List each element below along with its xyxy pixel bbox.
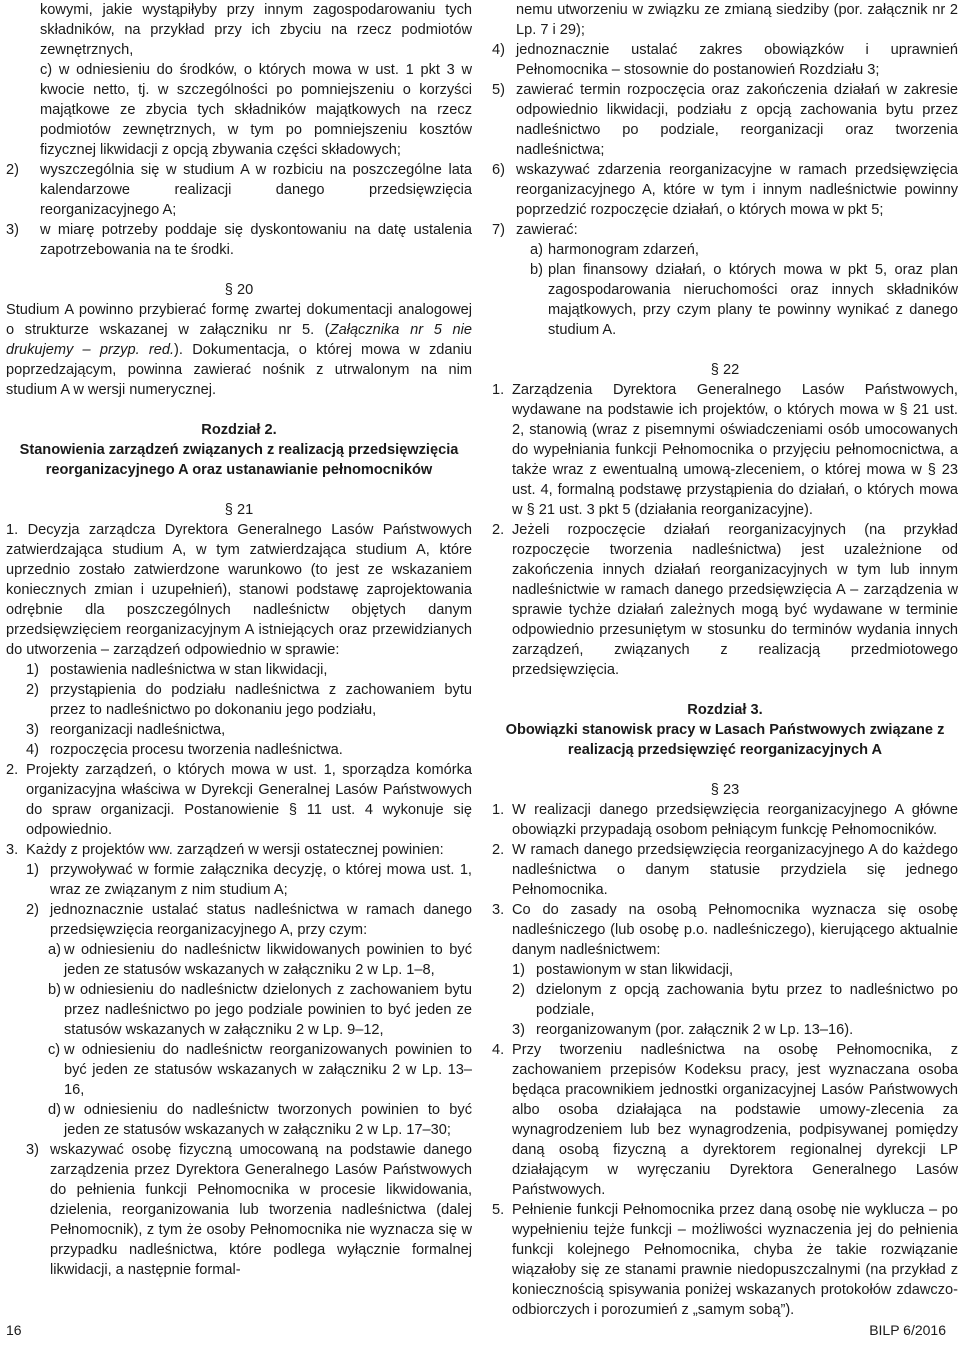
sub-item xyxy=(492,260,958,340)
item-number: 3) xyxy=(512,1022,525,1038)
para-text: Projekty zarządzeń, o których mowa w ust. 1, sporządza komórka organizacyjna właściwa w Dyrekcji Generalnej Lasów Państwowych do spraw organizacji. Postanowienie § 11 ust. 4 wykonuje się odpowiednio. xyxy=(26,762,472,838)
item-text: przystąpienia do podziału nadleśnictwa z zachowaniem bytu przez to nadleśnictwo po dokonaniu jego podziału, xyxy=(50,682,472,718)
item-number: 2) xyxy=(26,682,39,698)
sub-item-text: w odniesieniu do nadleśnictw likwidowanych powinien to być jeden ze statusów wskazanych w załączniku 2 w Lp. 1–8, xyxy=(64,942,472,978)
sub-item-text: harmonogram zdarzeń, xyxy=(548,242,699,258)
list-item xyxy=(492,40,958,80)
para-number: 2. xyxy=(6,762,19,778)
item-text: zawierać termin rozpoczęcia oraz zakończenia działań w zakresie odpowiednio likwidacji, podziału z opcją zachowania bytu przez nadleśnictwo po podziale, reorganizacji oraz tworzenia nadleśnictwa; xyxy=(516,82,958,158)
chapter-3-title: Obowiązki stanowisk pracy w Lasach Państwowych związane z realizacją przedsięwzięć reorganizacyjnych A xyxy=(505,722,945,758)
intro-sub-c-text: c) w odniesieniu do środków, o których mowa w ust. 1 pkt 3 w kwocie netto, tj. w szczególności po pomniejszeniu o korzyści majątkowe ze zbycia tych składników majątkowych na rzecz podmiotów zewnętrznych, w tym po pomniejszeniu kosztów fizycznej likwidacji z opcją zbywania części składowych; xyxy=(40,62,472,158)
para-number: 4. xyxy=(492,1042,505,1058)
para-text: Każdy z projektów ww. zarządzeń w wersji ostatecznej powinien: xyxy=(26,842,444,858)
para-number: 3. xyxy=(492,902,505,918)
section-20-text xyxy=(6,300,472,400)
sub-item-text: w odniesieniu do nadleśnictw reorganizowanych powinien to być jeden ze statusów wskazanych w załączniku 2 w Lp. 13–16, xyxy=(64,1042,472,1098)
list-item xyxy=(6,220,472,260)
item-number: 7) xyxy=(492,222,505,238)
item-text: w miarę potrzeby poddaje się dyskontowaniu na datę ustalenia zapotrzebowania na te środki. xyxy=(40,222,472,258)
list-item xyxy=(492,1020,958,1040)
item-number: 2) xyxy=(512,982,525,998)
item-number: 4) xyxy=(492,42,505,58)
s20-italic: Załącznika nr 5 nie drukujemy – przyp. red. xyxy=(6,322,472,358)
para-text: Zarządzenia Dyrektora Generalnego Lasów Państwowych, wydawane na podstawie ich projektów, o których mowa w § 21 ust. 2, stanowią (wraz z pisemnymi oświadczeniami osób umocowanych do wypełniania funkcji Pełnomocnika o przyjęciu pełnomocnictwa, a także wraz z ewentualną umową-zleceniem, o której mowa w § 23 ust. 4, formalną podstawę przystąpienia do działań, o których mowa w § 21 ust. 3 pkt 5 (działania reorganizacyjne). xyxy=(512,382,958,518)
sub-item xyxy=(6,980,472,1040)
numbered-paragraph xyxy=(492,520,958,680)
item-number: 5) xyxy=(492,82,505,98)
item-text: rozpoczęcia procesu tworzenia nadleśnictwa. xyxy=(50,742,343,758)
para-text: W ramach danego przedsięwzięcia reorganizacyjnego A do każdego nadleśnictwa o danym statusie przydziela się jednego Pełnomocnika. xyxy=(512,842,958,898)
para-number: 1. xyxy=(492,802,505,818)
list-item xyxy=(492,220,958,240)
section-21-para-1: 1. Decyzja zarządcza Dyrektora Generalnego Lasów Państwowych zatwierdzająca studium A, w tym zatwierdzająca studium A, które uprzednio zostało zatwierdzone warunkowo (to jest ze wskazaniem koniecznych zmian i uzupełnień), stanowi podstawę zaprojektowania odrębnie dla poszczególnych nadleśnictw objętych danym przedsięwzięciem reorganizacyjnym A istniejących oraz przewidzianych do utworzenia – zarządzeń odpowiednio w sprawie: xyxy=(6,522,472,658)
sub-item xyxy=(6,1100,472,1140)
item-text: wskazywać osobę fizyczną umocowaną na podstawie danego zarządzenia przez Dyrektora Generalnego Lasów Państwowych do pełnienia funkcji Pełnomocnika w procesie likwidowania, dzielenia, reorganizowania lub tworzenia nadleśnictwa (dalej Pełnomocnik), z tym że osoby Pełnomocnika nie wyznacza się w przypadku nadleśnictwa, które podlega wyłącznie formalnej likwidacji, a następnie formal- xyxy=(50,1142,472,1278)
item-number: 6) xyxy=(492,162,505,178)
sub-item-letter: a) xyxy=(48,942,61,958)
item-number: 4) xyxy=(26,742,39,758)
right-column xyxy=(492,0,958,1320)
numbered-paragraph xyxy=(492,800,958,840)
item-text: postawionym w stan likwidacji, xyxy=(536,962,734,978)
list-item xyxy=(6,740,472,760)
item-3-continuation: nemu utworzeniu w związku ze zmianą siedziby (por. załącznik nr 2 Lp. 7 i 29); xyxy=(516,2,958,38)
journal-issue: BILP 6/2016 xyxy=(869,1322,946,1338)
item-text: jednoznacznie ustalać status nadleśnictwa w ramach danego przedsięwzięcia reorganizacyjnego A, przy czym: xyxy=(50,902,472,938)
item-number: 2) xyxy=(26,902,39,918)
item-number: 1) xyxy=(26,862,39,878)
para-text: W realizacji danego przedsięwzięcia reorganizacyjnego A główne obowiązki przypadają osobom pełniącym funkcję Pełnomocników. xyxy=(512,802,958,838)
sub-item-letter: c) xyxy=(48,1042,61,1058)
para-text: Pełnienie funkcji Pełnomocnika przez daną osobę nie wyklucza – po wypełnieniu tejże funkcji – możliwości wyznaczenia jej do pełnienia funkcji kolejnego Pełnomocnika, chyba że takie rozwiązanie wiązałoby się ze stanami prawnie niedopuszczalnymi (na przykład z koniecznością spisywania poniżej wskazanych protokołów zdawczo-odbiorczych i porozumień z „samym sobą”). xyxy=(512,1202,958,1318)
section-20-title: § 20 xyxy=(224,282,254,298)
item-text: postawienia nadleśnictwa w stan likwidacji, xyxy=(50,662,328,678)
numbered-paragraph xyxy=(492,840,958,900)
intro-sub-c xyxy=(6,60,472,160)
numbered-paragraph xyxy=(492,1040,958,1200)
sub-item xyxy=(6,940,472,980)
para-number: 2. xyxy=(492,842,505,858)
item-number: 1) xyxy=(512,962,525,978)
list-item xyxy=(6,160,472,220)
left-column xyxy=(6,0,472,1280)
item-number: 3) xyxy=(26,1142,39,1158)
sub-item-letter: b) xyxy=(48,982,61,998)
list-item xyxy=(492,980,958,1020)
intro-continuation: kowymi, jakie wystąpiłyby przy innym zagospodarowaniu tych składników, na przykład przy ich zbyciu na rzecz podmiotów zewnętrznych, xyxy=(40,2,472,58)
item-text: reorganizacji nadleśnictwa, xyxy=(50,722,226,738)
sub-item-text: w odniesieniu do nadleśnictw dzielonych z zachowaniem bytu przez nadleśnictwo po jego podziale powinien to być jeden ze statusów wskazanych w załączniku 2 w Lp. 9–12, xyxy=(64,982,472,1038)
para-number: 5. xyxy=(492,1202,505,1218)
page-number: 16 xyxy=(6,1322,22,1338)
list-item xyxy=(6,860,472,900)
sub-item xyxy=(6,1040,472,1100)
section-21-para-2 xyxy=(6,760,472,840)
section-21-title: § 21 xyxy=(224,502,254,518)
para-text: Przy tworzeniu nadleśnictwa na osobę Pełnomocnika, z zachowaniem przepisów Kodeksu pracy, jest wyznaczana osoba będąca pracownikiem jednostki organizacyjnej Lasów Państwowych albo osoba działająca na podstawie umowy-zlecenia za wynagrodzeniem lub bez wynagrodzenia, podpisywanej pomiędzy daną osobą fizyczną a dyrektorem regionalnej dyrekcji LP działającym w wyręczaniu Dyrektora Generalnego Lasów Państwowych. xyxy=(512,1042,958,1198)
numbered-paragraph xyxy=(492,900,958,960)
numbered-paragraph xyxy=(492,1200,958,1320)
sub-item-text: w odniesieniu do nadleśnictw tworzonych powinien to być jeden ze statusów wskazanych w załączniku 2 w Lp. 17–30; xyxy=(64,1102,472,1138)
para-number: 1. xyxy=(492,382,505,398)
list-item xyxy=(492,960,958,980)
section-21-para-3 xyxy=(6,840,472,860)
para-text: Co do zasady na osobą Pełnomocnika wyznacza się osobę nadleśniczego (lub osobę p.o. nadleśniczego), kierującego aktualnie danym nadleśnictwem: xyxy=(512,902,958,958)
item-text: jednoznacznie ustalać zakres obowiązków i uprawnień Pełnomocnika – stosownie do postanowień Rozdziału 3; xyxy=(516,42,958,78)
chapter-3-label: Rozdział 3. xyxy=(687,702,763,718)
item-text: wskazywać zdarzenia reorganizacyjne w ramach przedsięwzięcia reorganizacyjnego A, które w tym i innym nadleśnictwie powinny poprzedzić rozpoczęcie działań, o których mowa w pkt 5; xyxy=(516,162,958,218)
item-text: dzielonym z opcją zachowania bytu przez to nadleśnictwo po podziale, xyxy=(536,982,958,1018)
list-item xyxy=(6,1140,472,1280)
s20-text-1: Studium A powinno przybierać formę zwartej dokumentacji analogowej o strukturze wskazanej w załączniku nr 5. ( xyxy=(6,302,472,338)
list-item xyxy=(6,900,472,940)
para-number: 2. xyxy=(492,522,505,538)
section-22-title: § 22 xyxy=(710,362,740,378)
item-number: 3) xyxy=(6,222,19,238)
item-text: przywoływać w formie załącznika decyzję, o której mowa ust. 1, wraz ze związanym z nim studium A; xyxy=(50,862,472,898)
numbered-paragraph xyxy=(492,380,958,520)
sub-item-text: plan finansowy działań, o których mowa w pkt 5, oraz plan zagospodarowania nieruchomości oraz innych składników majątkowych, przy czym plany te powinny wynikać z danego studium A. xyxy=(548,262,958,338)
item-number: 1) xyxy=(26,662,39,678)
list-item xyxy=(6,720,472,740)
section-23-title: § 23 xyxy=(710,782,740,798)
list-item xyxy=(6,680,472,720)
list-item xyxy=(492,160,958,220)
sub-item xyxy=(492,240,958,260)
item-text: zawierać: xyxy=(516,222,578,238)
item-number: 3) xyxy=(26,722,39,738)
item-number: 2) xyxy=(6,162,19,178)
item-text: reorganizowanym (por. załącznik 2 w Lp. 13–16). xyxy=(536,1022,854,1038)
s20-text-2: ). Dokumentacja, o której mowa w zdaniu poprzedzającym, powinna zawierać nośnik z utrwalonym na nim studium A w wersji numerycznej. xyxy=(6,342,472,398)
sub-item-letter: b) xyxy=(530,262,543,278)
chapter-2-label: Rozdział 2. xyxy=(201,422,277,438)
sub-item-letter: d) xyxy=(48,1102,61,1118)
list-item xyxy=(6,660,472,680)
list-item xyxy=(492,80,958,160)
para-text: Jeżeli rozpoczęcie działań reorganizacyjnych (na przykład rozpoczęcie tworzenia nadleśnictwa) jest uzależnione od zakończenia innych działań reorganizacyjnych w tym lub innym nadleśnictwie w ramach danego przedsięwzięcia A – zarządzenia w sprawie tychże działań zależnych mogą być wydawane w terminie odpowiednio przesuniętym w stosunku do terminów wydania innych zarządzeń, związanych z realizacją przedmiotowego przedsięwzięcia. xyxy=(512,522,958,678)
para-number: 3. xyxy=(6,842,19,858)
chapter-2-title: Stanowienia zarządzeń związanych z realizacją przedsięwzięcia reorganizacyjnego A oraz ustanawianie pełnomocników xyxy=(19,442,459,478)
sub-item-letter: a) xyxy=(530,242,543,258)
item-text: wyszczególnia się w studium A w rozbiciu na poszczególne lata kalendarzowe realizacji danego przedsięwzięcia reorganizacyjnego A; xyxy=(40,162,472,218)
